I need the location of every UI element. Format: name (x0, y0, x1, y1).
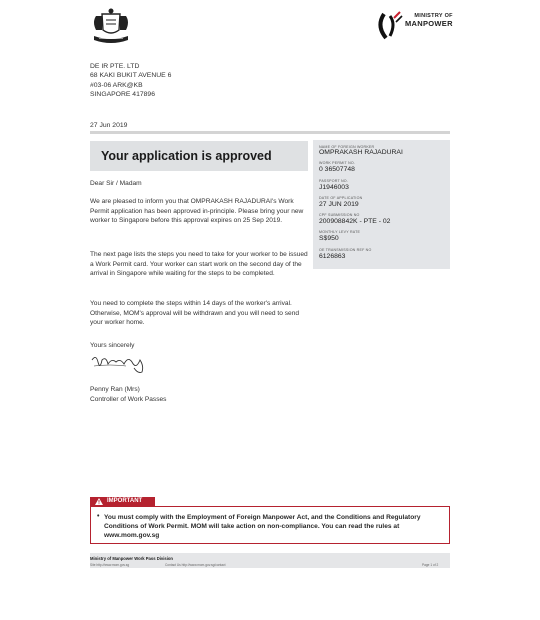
closing: Yours sincerely (90, 342, 135, 349)
date-of-application-label: DATE OF APPLICATION (319, 196, 363, 200)
cpf-submission-no-value: 200908842K - PTE - 02 (319, 218, 391, 225)
footer-page: Page 1 of 2 (422, 563, 439, 567)
application-details-panel (313, 140, 450, 269)
important-text: You must comply with the Employment of Foreign Manpower Act, and the Conditions and Regulatory Conditions of Work Permit. MOM will take action on non-compliance. You can read the rules at www.mom.gov.sg (104, 514, 421, 540)
paragraph-deadline: You need to complete the steps within 14 days of the worker's arrival. Otherwise, MOM's approval will be withdrawn and you will need to send your worker home. (90, 300, 300, 327)
monthly-levy-rate-label: MONTHLY LEVY RATE (319, 230, 361, 234)
bullet-icon: • (97, 513, 100, 520)
important-label: IMPORTANT (107, 498, 143, 504)
address-line2: 68 KAKI BUKIT AVENUE 6 (90, 72, 172, 80)
date-of-application-value: 27 JUN 2019 (319, 201, 359, 208)
footer-contact: Contact Us http://www.mom.gov.sg/contact (165, 563, 226, 567)
footer-site: Site http://www.mom.gov.sg (90, 563, 130, 567)
letter-date: 27 Jun 2019 (90, 122, 128, 129)
work-permit-no-label: WORK PERMIT NO. (319, 161, 356, 165)
paragraph-next-steps: The next page lists the steps you need to take for your worker to be issued a Work Permit card. Your worker can start work on the second day of the arrival in Singapore while waiting for the steps to be completed. (90, 251, 308, 278)
work-permit-no-value: 0 36507748 (319, 166, 355, 173)
worker-name-value: OMPRAKASH RAJADURAI (319, 149, 403, 156)
address-line1: DE IR PTE. LTD (90, 63, 140, 70)
ministry-name (405, 12, 453, 28)
divider (90, 131, 450, 134)
monthly-levy-rate-value: S$950 (319, 235, 339, 242)
paragraph-approval: We are pleased to inform you that OMPRAKASH RAJADURAI's Work Permit application has been approved in-principle. Please bring your new worker to Singapore before this approval expires on 25 Sep 2019. (90, 198, 304, 225)
worker-name-label: NAME OF FOREIGN WORKER (319, 145, 375, 149)
address-line4: SINGAPORE 417896 (90, 90, 155, 98)
signatory-name: Penny Ran (Mrs) (90, 386, 140, 393)
salutation: Dear Sir / Madam (90, 180, 142, 187)
warning-icon (95, 498, 103, 505)
passport-no-label: PASSPORT NO. (319, 179, 348, 183)
footer-division: Ministry of Manpower Work Pass Division (90, 556, 173, 561)
cpf-submission-no-label: CPF SUBMISSION NO (319, 213, 360, 217)
signatory-title: Controller of Work Passes (90, 396, 167, 403)
recipient-address (90, 62, 171, 99)
ministry-line2: MANPOWER (405, 19, 453, 28)
page-title: Your application is approved (101, 149, 272, 163)
oe-transmission-ref-value: 6126863 (319, 253, 346, 260)
signature-icon (90, 352, 150, 376)
passport-no-value: J1946003 (319, 184, 349, 191)
important-tab (90, 497, 155, 506)
singapore-coat-of-arms-icon (88, 6, 134, 46)
address-line3: #03-06 ARK@KB (90, 81, 143, 89)
oe-transmission-ref-label: OE TRANSMISSION REF NO (319, 248, 372, 252)
ministry-line1: MINISTRY OF (414, 13, 453, 19)
